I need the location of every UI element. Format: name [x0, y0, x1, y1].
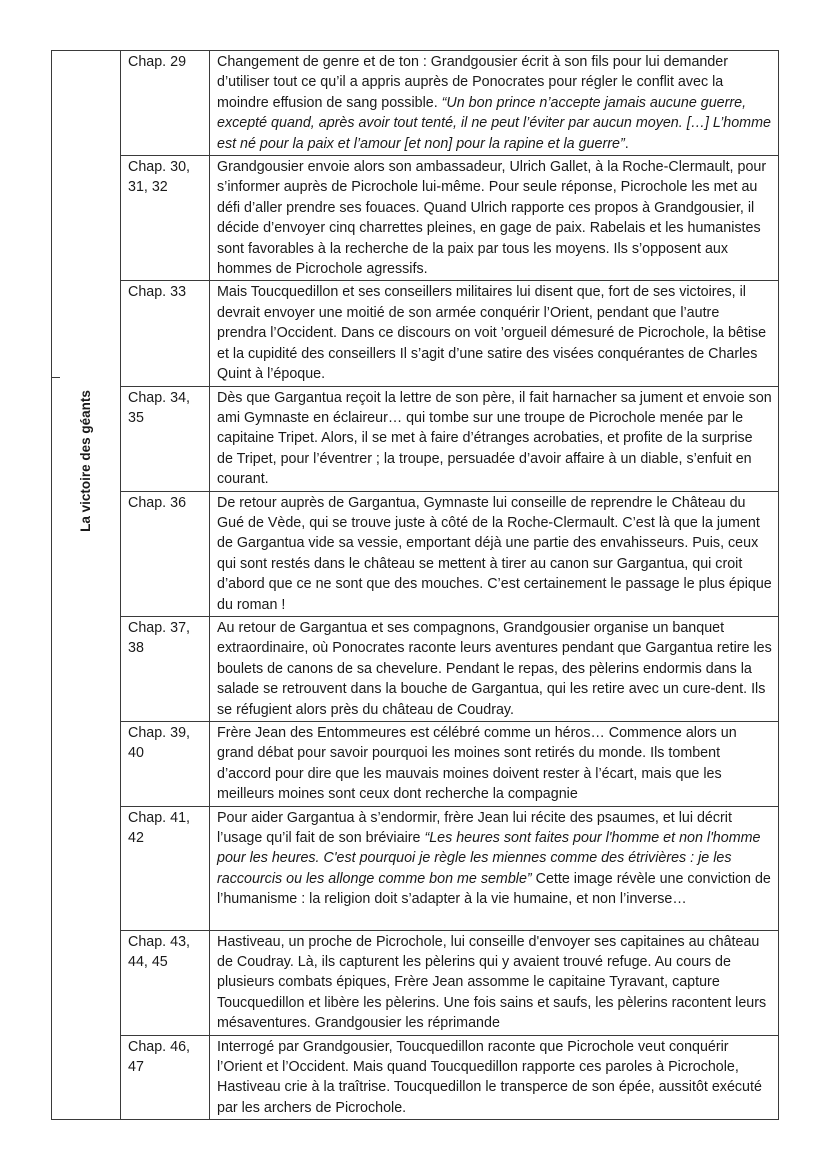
- summary-text: Frère Jean des Entommeures est célébré comme un héros… Commence alors un grand débat pour savoir pourquoi les moines sont retirés du monde. Ils tombent d’accord pour dire que les mauvais moines doivent rester à l’écart, mais que les meilleurs moines sont ceux dont recherche la compagnie: [217, 725, 737, 803]
- table-row: [52, 491, 779, 616]
- section-divider-tick: [52, 377, 60, 378]
- chapter-summary: [210, 806, 779, 930]
- chapter-summary: [210, 281, 779, 386]
- chapter-label: Chap. 29: [121, 51, 210, 156]
- chapter-summary: [210, 1035, 779, 1120]
- chapter-label: Chap. 34, 35: [121, 386, 210, 491]
- summary-text: Interrogé par Grandgousier, Toucquedillon raconte que Picrochole veut conquérir l’Orient et l’Occident. Mais quand Toucquedillon rapporte ces paroles à Picrochole, Hastiveau crie à la traîtrise. Toucquedillon le transperce de son épée, aussitôt exécuté par les archers de Picrochole.: [217, 1038, 762, 1116]
- chapter-label: Chap. 43, 44, 45: [121, 930, 210, 1035]
- table-row: [52, 281, 779, 386]
- summary-text: Mais Toucquedillon et ses conseillers militaires lui disent que, fort de ses victoires, il devrait envoyer une moitié de son armée conquérir l’Orient, pendant que l’autre prendra l’Occident. Dans ce discours on voit ’orgueil démesuré de Picrochole, la bêtise et la cupidité des conseillers Il s’agit d’une satire des visées conquérantes de Charles Quint à l’époque.: [217, 284, 767, 383]
- summary-text: Pour aider Gargantua à s’endormir, frère Jean lui récite des psaumes, et lui décrit l’usage qu’il fait de son bréviaire: [217, 809, 732, 847]
- chapter-label: Chap. 37, 38: [121, 616, 210, 721]
- chapter-summary: [210, 156, 779, 281]
- chapter-label: Chap. 41, 42: [121, 806, 210, 930]
- table-row: [52, 616, 779, 721]
- table-body: [52, 51, 779, 1120]
- table-row: [52, 1035, 779, 1120]
- chapter-label: Chap. 39, 40: [121, 722, 210, 807]
- summary-text: Grandgousier envoie alors son ambassadeur, Ulrich Gallet, à la Roche-Clermault, pour s’informer auprès de Picrochole lui-même. Pour seule réponse, Picrochole les met au défi d’aller prendre ses fouaces. Quand Ulrich rapporte ces propos à Grandgousier, il décide d’envoyer cinq charrettes pleines, en gage de paix. Rabelais et les humanistes sont favorables à la recherche de la paix par tous les moyens. Ils s’opposent aux hommes de Picrochole agressifs.: [217, 159, 767, 278]
- summary-text: Changement de genre et de ton : Grandgousier écrit à son fils pour lui demander d’utiliser tout ce qu’il a appris auprès de Ponocrates pour régler le conflit avec la moindre effusion de sang possible.: [217, 54, 729, 111]
- table-row: [52, 386, 779, 491]
- section-cell: [52, 51, 121, 1120]
- chapter-label: Chap. 33: [121, 281, 210, 386]
- summary-text: Hastiveau, un proche de Picrochole, lui conseille d'envoyer ses capitaines au château de Coudray. Là, ils capturent les pèlerins qui y avaient trouvé refuge. Au cours de plusieurs combats épiques, Frère Jean assomme le capitaine Tyravant, capture Toucquedillon et libère les pèlerins. Une fois sains et saufs, les pèlerins racontent leurs mésaventures. Grandgousier les réprimande: [217, 933, 767, 1032]
- table-row: [52, 156, 779, 281]
- table-row: [52, 930, 779, 1035]
- chapter-summary: [210, 930, 779, 1035]
- chapter-label: Chap. 46, 47: [121, 1035, 210, 1120]
- chapter-summary: [210, 491, 779, 616]
- summary-text: .: [624, 135, 629, 152]
- chapter-summary-table: [51, 50, 779, 1120]
- quote-text: “Les heures sont faites pour l'homme et non l'homme pour les heures. C'est pourquoi je règle les miennes comme des étrivières : je les raccourcis ou les allonge comme bon me semble”: [217, 830, 761, 887]
- chapter-label: Chap. 30, 31, 32: [121, 156, 210, 281]
- summary-text: Dès que Gargantua reçoit la lettre de son père, il fait harnacher sa jument et envoie son ami Gymnaste en éclaireur… qui tombe sur une troupe de Picrochole menée par le capitaine Tripet. Alors, il se met à faire d’étranges acrobaties, et profite de la surprise de Tripet, pour l’éventrer ; la troupe, persuadée d’avoir affaire à un diable, s’enfuit en courant.: [217, 389, 772, 488]
- chapter-label: Chap. 36: [121, 491, 210, 616]
- summary-text: Au retour de Gargantua et ses compagnons, Grandgousier organise un banquet extraordinaire, où Ponocrates raconte leurs aventures pendant que Gargantua retire les boulets de canons de sa chevelure. Pendant le repas, des pèlerins endormis dans la salade se retrouvent dans la bouche de Gargantua, qui les retire avec un cure-dent. Ils se réfugient alors près du château de Coudray.: [217, 619, 772, 718]
- chapter-summary: [210, 386, 779, 491]
- table-row: [52, 806, 779, 930]
- chapter-summary: [210, 722, 779, 807]
- quote-text: “Un bon prince n’accepte jamais aucune guerre, excepté quand, après avoir tout tenté, il ne peut l’éviter par aucun moyen. […] L’homme est né pour la paix et l’amour [et non] pour la rapine et la guerre”: [217, 94, 771, 152]
- summary-text: Cette image révèle une conviction de l’humanisme : la religion doit s’adapter à la vie humaine, et non l’inverse…: [217, 870, 771, 908]
- chapter-summary: [210, 51, 779, 156]
- section-title: La victoire des géants: [77, 390, 93, 532]
- chapter-summary: [210, 616, 779, 721]
- summary-text: De retour auprès de Gargantua, Gymnaste lui conseille de reprendre le Château du Gué de Vède, qui se trouve juste à côté de la Roche-Clermault. C’est là que la jument de Gargantua vide sa vessie, emportant déjà une partie des envahisseurs. Puis, ceux qui sont restés dans le château se mettent à tirer au canon sur Gargantua, qui croit d’abord que ce ne sont que des mouches. C’est certainement le passage le plus épique du roman !: [217, 494, 772, 613]
- table-row: [52, 722, 779, 807]
- table-row: [52, 51, 779, 156]
